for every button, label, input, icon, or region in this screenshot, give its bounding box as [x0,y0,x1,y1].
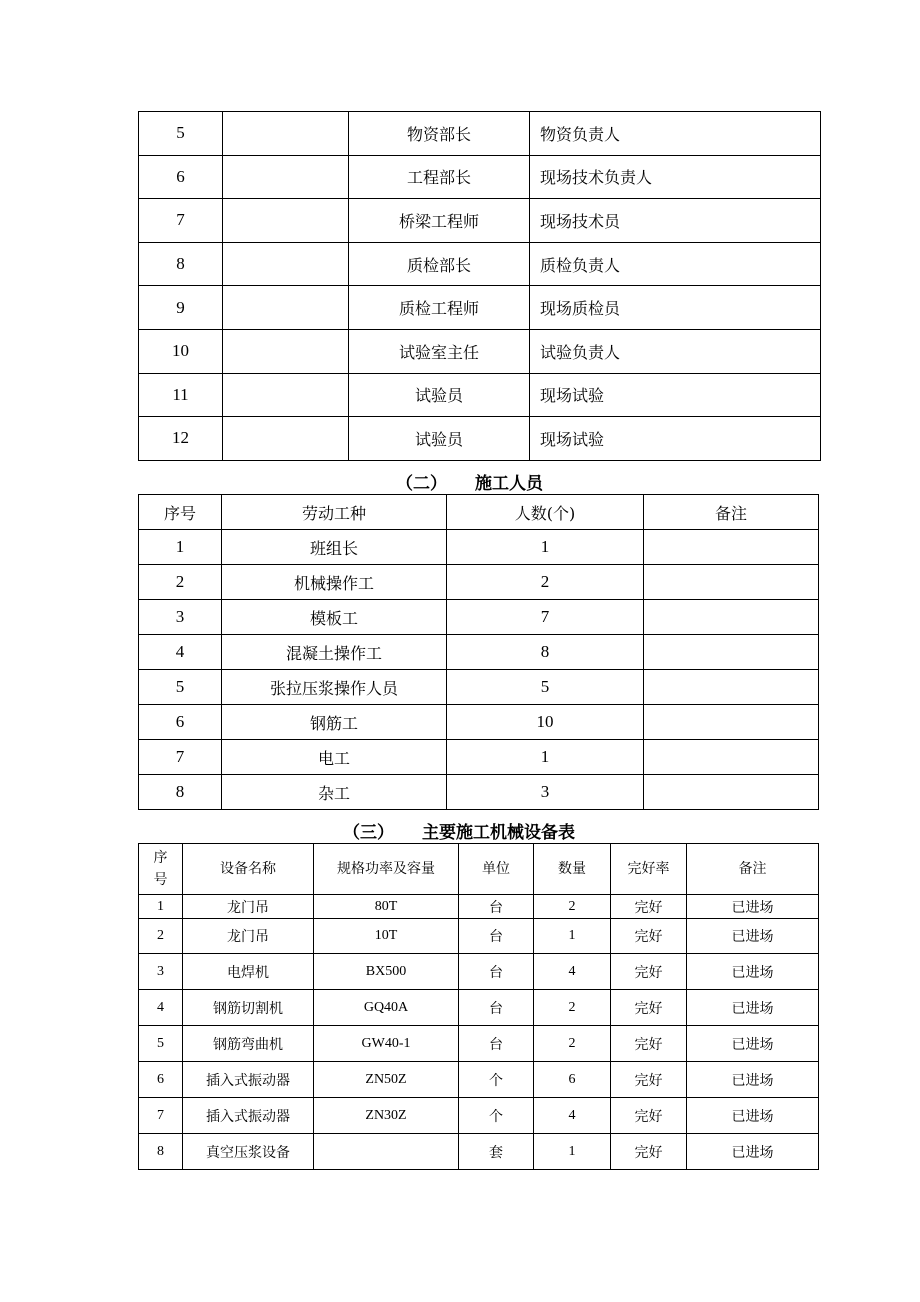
staff-position: 试验室主任 [349,329,530,373]
equipment-qty: 2 [534,990,611,1026]
staff-position: 质检部长 [349,242,530,286]
row-number: 5 [139,670,222,705]
table-row [139,670,819,705]
table-row [139,530,819,565]
row-number: 9 [139,286,223,330]
equipment-remark: 已进场 [687,895,819,919]
equipment-remark: 已进场 [687,1098,819,1134]
equipment-spec: 80T [314,895,459,919]
table-row [139,635,819,670]
labor-count: 10 [447,705,644,740]
equipment-spec: GQ40A [314,990,459,1026]
labor-count: 3 [447,775,644,810]
staff-name [223,199,349,243]
equipment-qty: 2 [534,895,611,919]
staff-name [223,417,349,461]
staff-role: 现场试验 [530,417,821,461]
table-row [139,417,821,461]
table-header-row [139,844,819,895]
header-condition: 完好率 [611,844,687,895]
table-row [139,199,821,243]
labor-trade: 班组长 [222,530,447,565]
header-trade: 劳动工种 [222,495,447,530]
equipment-name: 插入式振动器 [183,1062,314,1098]
equipment-unit: 台 [459,1026,534,1062]
equipment-qty: 6 [534,1062,611,1098]
equipment-unit: 个 [459,1098,534,1134]
staff-role: 试验负责人 [530,329,821,373]
row-number: 3 [139,954,183,990]
equipment-spec: 10T [314,919,459,954]
equipment-condition: 完好 [611,1098,687,1134]
labor-section-number: （二） [396,474,447,494]
staff-role: 现场技术员 [530,199,821,243]
row-number: 7 [139,1098,183,1134]
staff-role: 质检负责人 [530,242,821,286]
labor-remark [644,775,819,810]
row-number: 1 [139,530,222,565]
labor-remark [644,600,819,635]
equipment-section-title: 主要施工机械设备表 [422,823,575,843]
row-number: 8 [139,242,223,286]
labor-trade: 模板工 [222,600,447,635]
row-number: 12 [139,417,223,461]
equipment-condition: 完好 [611,1062,687,1098]
equipment-remark: 已进场 [687,1134,819,1170]
table-row [139,112,821,156]
equipment-qty: 4 [534,1098,611,1134]
labor-trade: 混凝土操作工 [222,635,447,670]
header-no [139,844,183,895]
equipment-name: 钢筋切割机 [183,990,314,1026]
labor-trade: 机械操作工 [222,565,447,600]
staff-position: 试验员 [349,417,530,461]
labor-section-title: 施工人员 [475,474,543,494]
staff-name [223,242,349,286]
header-unit: 单位 [459,844,534,895]
row-number: 6 [139,155,223,199]
table-row [139,895,819,919]
equipment-unit: 套 [459,1134,534,1170]
staff-table-body [139,112,821,461]
labor-remark [644,565,819,600]
equipment-unit: 个 [459,1062,534,1098]
labor-remark [644,530,819,565]
equipment-name: 钢筋弯曲机 [183,1026,314,1062]
header-no-line2: 号 [153,872,168,888]
equipment-remark: 已进场 [687,954,819,990]
table-row [139,1134,819,1170]
table-row [139,954,819,990]
staff-role: 现场质检员 [530,286,821,330]
equipment-remark: 已进场 [687,919,819,954]
row-number: 8 [139,1134,183,1170]
table-row [139,775,819,810]
labor-count: 1 [447,530,644,565]
equipment-section-heading [343,818,575,843]
equipment-remark: 已进场 [687,1062,819,1098]
labor-trade: 杂工 [222,775,447,810]
equipment-condition: 完好 [611,954,687,990]
table-row [139,286,821,330]
row-number: 5 [139,1026,183,1062]
table-row [139,990,819,1026]
staff-role: 现场技术负责人 [530,155,821,199]
equipment-spec [314,1134,459,1170]
labor-trade: 电工 [222,740,447,775]
table-row [139,1026,819,1062]
equipment-condition: 完好 [611,895,687,919]
staff-position: 工程部长 [349,155,530,199]
table-row [139,155,821,199]
staff-position: 物资部长 [349,112,530,156]
equipment-section-number: （三） [343,823,394,843]
header-no-line1: 序 [153,850,168,866]
table-header-row [139,495,819,530]
row-number: 2 [139,919,183,954]
row-number: 8 [139,775,222,810]
equipment-table-body [139,844,819,1170]
equipment-unit: 台 [459,895,534,919]
equipment-remark: 已进场 [687,990,819,1026]
labor-trade: 钢筋工 [222,705,447,740]
equipment-remark: 已进场 [687,1026,819,1062]
row-number: 3 [139,600,222,635]
equipment-condition: 完好 [611,1134,687,1170]
staff-role: 物资负责人 [530,112,821,156]
header-qty: 数量 [534,844,611,895]
row-number: 5 [139,112,223,156]
header-spec: 规格功率及容量 [314,844,459,895]
row-number: 11 [139,373,223,417]
labor-table [138,494,819,810]
labor-count: 7 [447,600,644,635]
table-row [139,919,819,954]
equipment-condition: 完好 [611,919,687,954]
equipment-condition: 完好 [611,990,687,1026]
labor-count: 2 [447,565,644,600]
staff-position: 桥梁工程师 [349,199,530,243]
staff-role: 现场试验 [530,373,821,417]
table-row [139,705,819,740]
equipment-spec: ZN50Z [314,1062,459,1098]
staff-name [223,329,349,373]
header-count: 人数(个) [447,495,644,530]
labor-remark [644,705,819,740]
staff-position: 质检工程师 [349,286,530,330]
equipment-qty: 1 [534,919,611,954]
labor-table-body [139,495,819,810]
equipment-spec: ZN30Z [314,1098,459,1134]
equipment-unit: 台 [459,954,534,990]
equipment-spec: GW40-1 [314,1026,459,1062]
equipment-unit: 台 [459,919,534,954]
equipment-spec: BX500 [314,954,459,990]
labor-trade: 张拉压浆操作人员 [222,670,447,705]
labor-count: 8 [447,635,644,670]
labor-count: 5 [447,670,644,705]
table-row [139,1098,819,1134]
row-number: 6 [139,1062,183,1098]
row-number: 6 [139,705,222,740]
equipment-qty: 4 [534,954,611,990]
equipment-qty: 1 [534,1134,611,1170]
equipment-table [138,843,819,1170]
table-row [139,740,819,775]
staff-table [138,111,821,461]
table-row [139,1062,819,1098]
row-number: 2 [139,565,222,600]
labor-remark [644,635,819,670]
header-name: 设备名称 [183,844,314,895]
equipment-name: 插入式振动器 [183,1098,314,1134]
header-remark: 备注 [644,495,819,530]
staff-position: 试验员 [349,373,530,417]
row-number: 1 [139,895,183,919]
labor-section-heading [396,469,543,494]
staff-name [223,286,349,330]
equipment-name: 龙门吊 [183,895,314,919]
equipment-unit: 台 [459,990,534,1026]
table-row [139,565,819,600]
equipment-name: 真空压浆设备 [183,1134,314,1170]
table-row [139,329,821,373]
equipment-name: 龙门吊 [183,919,314,954]
equipment-condition: 完好 [611,1026,687,1062]
header-remark: 备注 [687,844,819,895]
table-row [139,600,819,635]
staff-name [223,155,349,199]
staff-name [223,112,349,156]
labor-count: 1 [447,740,644,775]
row-number: 4 [139,990,183,1026]
table-row [139,373,821,417]
table-row [139,242,821,286]
staff-name [223,373,349,417]
row-number: 4 [139,635,222,670]
row-number: 10 [139,329,223,373]
row-number: 7 [139,199,223,243]
labor-remark [644,670,819,705]
equipment-qty: 2 [534,1026,611,1062]
row-number: 7 [139,740,222,775]
equipment-name: 电焊机 [183,954,314,990]
labor-remark [644,740,819,775]
header-no: 序号 [139,495,222,530]
